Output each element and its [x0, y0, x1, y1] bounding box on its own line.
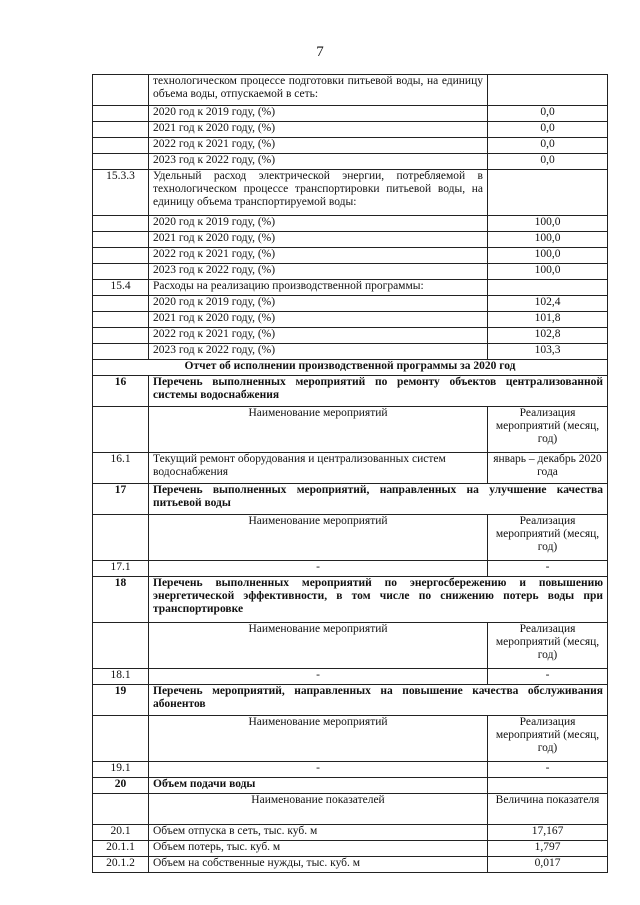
item-number: 16.1	[93, 453, 149, 484]
year-label: 2023 год к 2022 году, (%)	[149, 264, 488, 280]
year-value: 102,8	[488, 328, 608, 344]
item-number: 20.1.1	[93, 841, 149, 857]
item-realization: -	[488, 669, 608, 685]
year-value: 0,0	[488, 106, 608, 122]
year-value: 0,0	[488, 154, 608, 170]
year-label: 2022 год к 2021 году, (%)	[149, 138, 488, 154]
year-label: 2023 год к 2022 году, (%)	[149, 344, 488, 360]
section-number: 17	[93, 484, 149, 515]
section-number: 16	[93, 376, 149, 407]
section-title: Перечень выполненных мероприятий по ремонту объектов централизованной системы водоснабжения	[149, 376, 608, 407]
year-label: 2021 год к 2020 году, (%)	[149, 122, 488, 138]
page-number: 7	[316, 44, 324, 60]
year-label: 2020 год к 2019 году, (%)	[149, 296, 488, 312]
indicator-value: 1,797	[488, 841, 608, 857]
item-name: -	[149, 762, 488, 778]
continuation-text: технологическом процессе подготовки питьевой воды, на единицу объема воды, отпускаемой в сеть:	[149, 75, 488, 106]
year-label: 2023 год к 2022 году, (%)	[149, 154, 488, 170]
report-title: Отчет об исполнении производственной программы за 2020 год	[93, 360, 608, 376]
year-label: 2021 год к 2020 году, (%)	[149, 312, 488, 328]
item-number: 19.1	[93, 762, 149, 778]
item-name: -	[149, 669, 488, 685]
item-realization: январь – декабрь 2020 года	[488, 453, 608, 484]
header-realization: Реализация мероприятий (месяц, год)	[488, 515, 608, 561]
year-value: 100,0	[488, 264, 608, 280]
year-value: 0,0	[488, 138, 608, 154]
header-measures: Наименование мероприятий	[149, 407, 488, 453]
indicator-title: Расходы на реализацию производственной программы:	[149, 280, 488, 296]
year-value: 100,0	[488, 248, 608, 264]
row-number: 15.3.3	[93, 170, 149, 216]
header-measures: Наименование мероприятий	[149, 716, 488, 762]
section-title: Перечень мероприятий, направленных на повышение качества обслуживания абонентов	[149, 685, 608, 716]
item-number: 20.1	[93, 825, 149, 841]
year-value: 103,3	[488, 344, 608, 360]
section-title: Перечень выполненных мероприятий, направленных на улучшение качества питьевой воды	[149, 484, 608, 515]
section-number: 19	[93, 685, 149, 716]
value-cell	[488, 75, 608, 106]
year-label: 2022 год к 2021 году, (%)	[149, 328, 488, 344]
item-number: 18.1	[93, 669, 149, 685]
indicator-name: Объем отпуска в сеть, тыс. куб. м	[149, 825, 488, 841]
header-realization: Реализация мероприятий (месяц, год)	[488, 407, 608, 453]
header-realization: Реализация мероприятий (месяц, год)	[488, 623, 608, 669]
year-label: 2022 год к 2021 году, (%)	[149, 248, 488, 264]
header-measures: Наименование мероприятий	[149, 623, 488, 669]
header-indicator-value: Величина показателя	[488, 794, 608, 825]
year-value: 100,0	[488, 216, 608, 232]
indicator-title: Удельный расход электрической энергии, потребляемой в технологическом процессе транспортировки питьевой воды, на единицу объема транспортируемой воды:	[149, 170, 488, 216]
section-number: 18	[93, 577, 149, 623]
row-number: 15.4	[93, 280, 149, 296]
item-realization: -	[488, 762, 608, 778]
indicator-value: 0,017	[488, 857, 608, 873]
indicator-name: Объем на собственные нужды, тыс. куб. м	[149, 857, 488, 873]
indicator-name: Объем потерь, тыс. куб. м	[149, 841, 488, 857]
year-value: 101,8	[488, 312, 608, 328]
indicator-value: 17,167	[488, 825, 608, 841]
item-number: 17.1	[93, 561, 149, 577]
year-value: 102,4	[488, 296, 608, 312]
header-realization: Реализация мероприятий (месяц, год)	[488, 716, 608, 762]
production-program-table	[92, 74, 608, 873]
year-label: 2020 год к 2019 году, (%)	[149, 216, 488, 232]
item-name: -	[149, 561, 488, 577]
section-number: 20	[93, 778, 149, 794]
header-measures: Наименование мероприятий	[149, 515, 488, 561]
year-value: 100,0	[488, 232, 608, 248]
item-name: Текущий ремонт оборудования и централизованных систем водоснабжения	[149, 453, 488, 484]
section-title: Перечень выполненных мероприятий по энергосбережению и повышению энергетической эффективности, в том числе по снижению потерь воды при транспортировке	[149, 577, 608, 623]
year-value: 0,0	[488, 122, 608, 138]
item-realization: -	[488, 561, 608, 577]
section-title: Объем подачи воды	[149, 778, 488, 794]
year-label: 2021 год к 2020 году, (%)	[149, 232, 488, 248]
year-label: 2020 год к 2019 году, (%)	[149, 106, 488, 122]
header-indicator-name: Наименование показателей	[149, 794, 488, 825]
row-number-cell	[93, 75, 149, 106]
item-number: 20.1.2	[93, 857, 149, 873]
